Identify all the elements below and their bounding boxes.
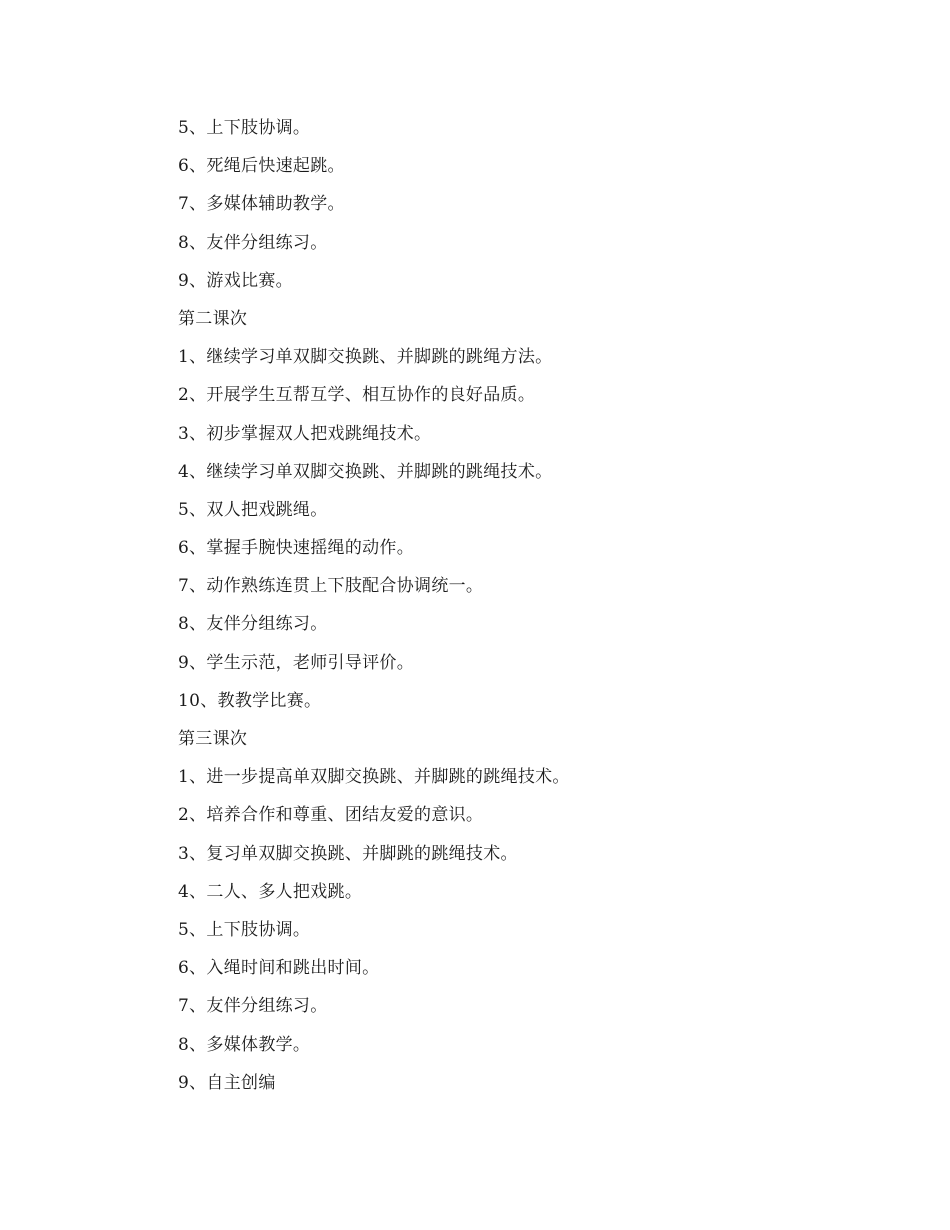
list-item: 5、上下肢协调。 xyxy=(178,118,311,138)
list-item: 4、二人、多人把戏跳。 xyxy=(178,881,363,902)
list-item: 2、培养合作和尊重、团结友爱的意识。 xyxy=(178,805,484,826)
list-item: 3、初步掌握双人把戏跳绳技术。 xyxy=(178,423,432,444)
list-item: 6、入绳时间和跳出时间。 xyxy=(178,958,380,979)
list-item: 7、多媒体辅助教学。 xyxy=(178,194,345,215)
list-item: 7、友伴分组练习。 xyxy=(178,996,328,1017)
list-item: 7、动作熟练连贯上下肢配合协调统一。 xyxy=(178,576,484,597)
list-item: 2、开展学生互帮互学、相互协作的良好品质。 xyxy=(178,385,536,406)
list-item: 6、死绳后快速起跳。 xyxy=(178,156,345,177)
section-heading-lesson-3: 第三课次 xyxy=(178,729,248,749)
list-item: 9、学生示范，老师引导评价。 xyxy=(178,652,415,673)
list-item: 5、双人把戏跳绳。 xyxy=(178,499,328,520)
list-item: 8、友伴分组练习。 xyxy=(178,232,328,253)
list-item: 3、复习单双脚交换跳、并脚跳的跳绳技术。 xyxy=(178,843,518,864)
list-item: 1、继续学习单双脚交换跳、并脚跳的跳绳方法。 xyxy=(178,347,553,368)
list-item: 1、进一步提高单双脚交换跳、并脚跳的跳绳技术。 xyxy=(178,767,570,788)
document-body xyxy=(178,109,878,1102)
list-item: 5、上下肢协调。 xyxy=(178,919,311,940)
list-item: 4、继续学习单双脚交换跳、并脚跳的跳绳技术。 xyxy=(178,461,553,482)
list-item: 9、游戏比赛。 xyxy=(178,270,293,291)
list-item: 6、掌握手腕快速摇绳的动作。 xyxy=(178,538,415,559)
list-item: 8、多媒体教学。 xyxy=(178,1034,311,1055)
list-item: 9、自主创编 xyxy=(178,1072,276,1093)
list-item: 10、教教学比赛。 xyxy=(178,690,322,711)
list-item: 8、友伴分组练习。 xyxy=(178,614,328,635)
section-heading-lesson-2: 第二课次 xyxy=(178,308,248,329)
